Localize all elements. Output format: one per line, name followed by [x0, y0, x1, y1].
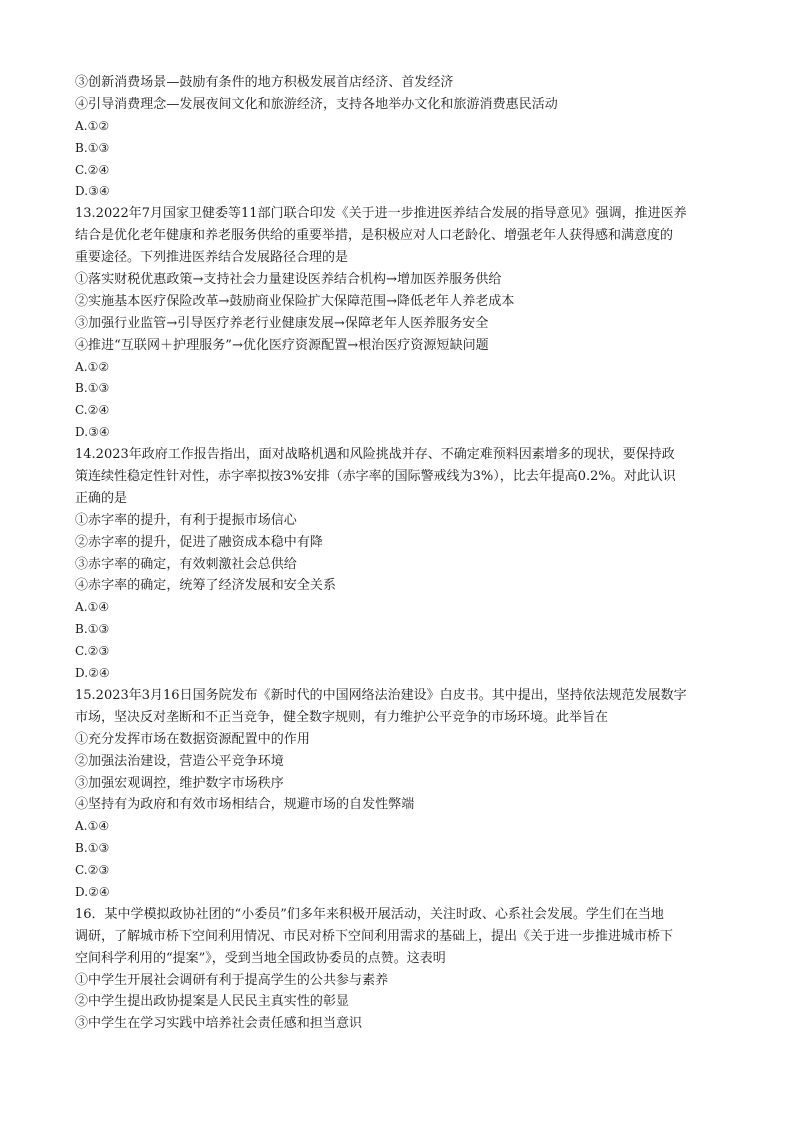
stem-line: 14.2023年政府工作报告指出，面对战略机遇和风险挑战并存、不确定难预料因素增多的现状，要保持政 — [75, 447, 675, 463]
answer-option-b: B.①③ — [75, 140, 110, 155]
answer-option-c: C.②④ — [75, 162, 110, 177]
statement-item: ③加强行业监管→引导医疗养老行业健康发展→保障老年人医养服务安全 — [75, 315, 489, 331]
answer-option-d: D.③④ — [75, 425, 110, 440]
stem-line: 市场，坚决反对垄断和不正当竞争，健全数字规则，有力维护公平竞争的市场环境。此举旨在 — [75, 709, 609, 725]
answer-option-b: B.①③ — [75, 622, 110, 637]
statement-item: ②实施基本医疗保险改革→鼓励商业保险扩大保障范围→降低老年人养老成本 — [75, 293, 515, 309]
question-15 — [75, 685, 725, 904]
question-stem — [75, 444, 725, 510]
stem-line: 调研，了解城市桥下空间利用情况、市民对桥下空间利用需求的基础上，提出《关于进一步推进城市桥下 — [75, 928, 674, 944]
statement-item: ④赤字率的确定，统筹了经济发展和安全关系 — [75, 578, 337, 594]
answer-option-c: C.②④ — [75, 403, 110, 418]
statement-item: ④引导消费理念—发展夜间文化和旅游经济，支持各地举办文化和旅游消费惠民活动 — [75, 96, 558, 112]
statement-item: ④坚持有为政府和有效市场相结合，规避市场的自发性弊端 — [75, 797, 415, 813]
answer-option-b: B.①③ — [75, 841, 110, 856]
statement-item: ②加强法治建设，营造公平竞争环境 — [75, 753, 284, 769]
answer-option-d: D.③④ — [75, 184, 110, 199]
answer-option-a: A.①② — [75, 359, 110, 374]
question-stem — [75, 904, 725, 970]
question-16 — [75, 904, 725, 1035]
stem-line: 16．某中学模拟政协社团的“小委员”们多年来积极开展活动，关注时政、心系社会发展。学生们在当地 — [75, 906, 664, 922]
statement-item: ②中学生提出政协提案是人民民主真实性的彰显 — [75, 994, 350, 1010]
stem-line: 13.2022年7月国家卫健委等11部门联合印发《关于进一步推进医养结合发展的指导意见》强调，推进医养 — [75, 206, 687, 222]
statement-item: ①充分发挥市场在数据资源配置中的作用 — [75, 731, 310, 747]
statement-item: ③加强宏观调控，维护数字市场秩序 — [75, 775, 284, 791]
statement-item: ①中学生开展社会调研有利于提高学生的公共参与素养 — [75, 972, 389, 988]
answer-option-c: C.②③ — [75, 863, 110, 878]
statement-item: ④推进“互联网＋护理服务”→优化医疗资源配置→根治医疗资源短缺问题 — [75, 337, 489, 353]
statement-item: ③中学生在学习实践中培养社会责任感和担当意识 — [75, 1016, 363, 1032]
statement-item: ①落实财税优惠政策→支持社会力量建设医养结合机构→增加医养服务供给 — [75, 272, 502, 288]
statement-item: ③创新消费场景—鼓励有条件的地方积极发展首店经济、首发经济 — [75, 75, 454, 90]
question-stem — [75, 203, 725, 269]
stem-line: 结合是优化老年健康和养老服务供给的重要举措，是积极应对人口老龄化、增强老年人获得感和满意度的 — [75, 228, 674, 244]
statement-item: ③赤字率的确定，有效刺激社会总供给 — [75, 556, 297, 572]
exam-page — [75, 72, 725, 1035]
answer-option-a: A.①④ — [75, 600, 110, 615]
statement-item: ②赤字率的提升，促进了融资成本稳中有降 — [75, 534, 323, 550]
stem-line: 15.2023年3月16日国务院发布《新时代的中国网络法治建设》白皮书。其中提出，坚持依法规范发展数字 — [75, 687, 687, 703]
statement-item: ①赤字率的提升，有利于提振市场信心 — [75, 512, 297, 528]
question-stem — [75, 685, 725, 729]
question-12-tail — [75, 72, 725, 203]
stem-line: 重要途径。下列推进医养结合发展路径合理的是 — [75, 250, 349, 266]
stem-line: 正确的是 — [75, 490, 128, 506]
answer-option-d: D.②④ — [75, 884, 110, 899]
answer-option-c: C.②③ — [75, 644, 110, 659]
answer-option-b: B.①③ — [75, 381, 110, 396]
answer-option-a: A.①④ — [75, 819, 110, 834]
stem-line: 空间科学利用的“提案”》，受到当地全国政协委员的点赞。这表明 — [75, 950, 446, 966]
question-14 — [75, 444, 725, 685]
question-13 — [75, 203, 725, 444]
stem-line: 策连续性稳定性针对性，赤字率拟按3%安排（赤字率的国际警戒线为3%），比去年提高0.2%。对此认识 — [75, 469, 676, 485]
answer-option-d: D.②④ — [75, 666, 110, 681]
answer-option-a: A.①② — [75, 118, 110, 133]
